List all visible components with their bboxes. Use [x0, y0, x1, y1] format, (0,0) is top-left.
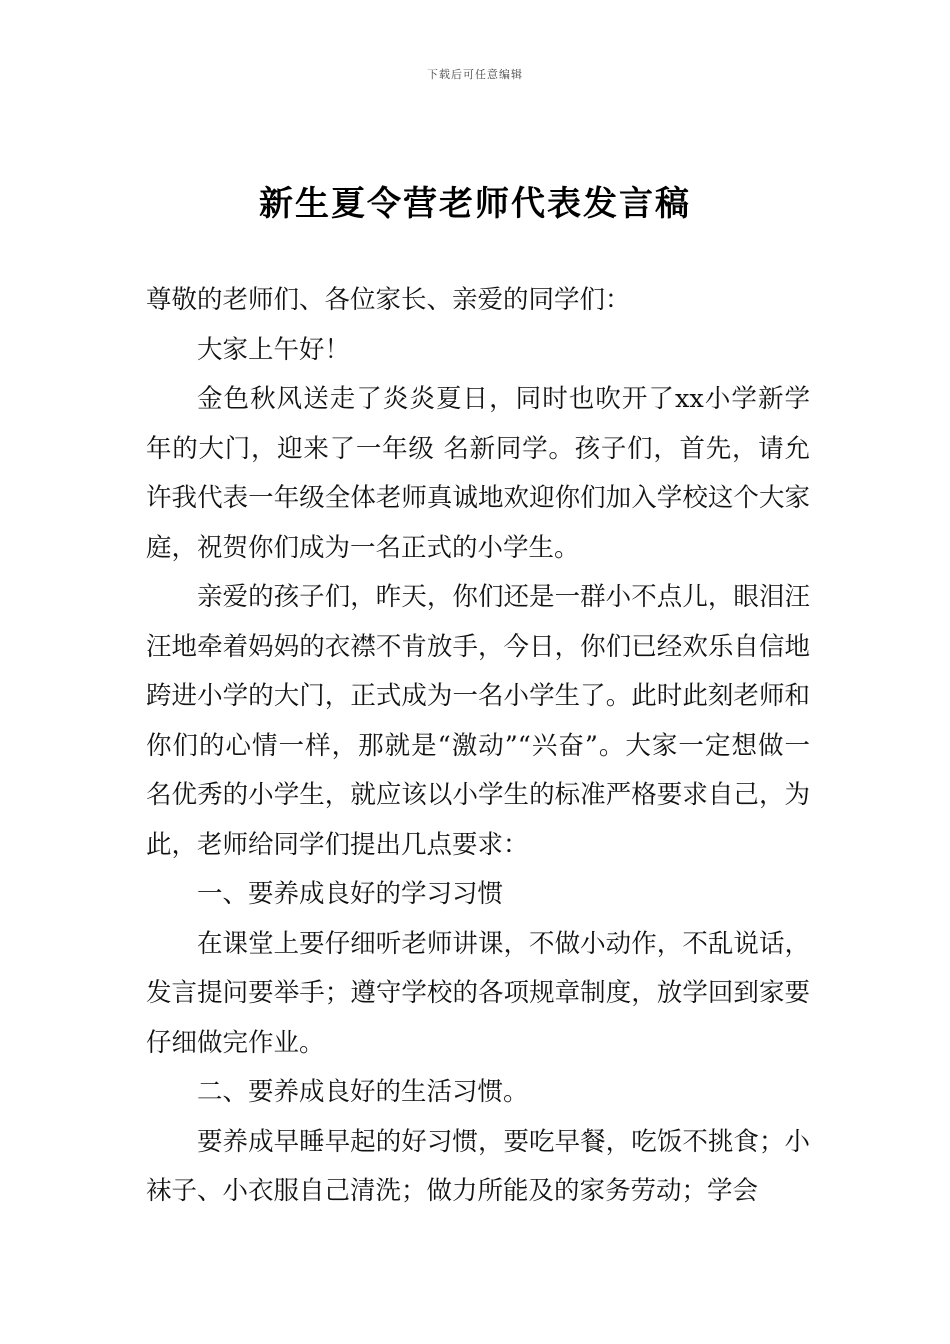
paragraph-greeting: 大家上午好！	[197, 334, 351, 365]
document-body	[146, 276, 810, 1217]
paragraph-welcome: 金色秋风送走了炎炎夏日，同时也吹开了xx小学新学年的大门，迎来了一年级 名新同学。孩子们，首先，请允许我代表一年级全体老师真诚地欢迎你们加入学校这个大家庭，祝贺你们成为一名正式的小学生。	[146, 384, 810, 563]
salutation: 尊敬的老师们、各位家长、亲爱的同学们：	[146, 285, 631, 315]
paragraph-life-habits: 要养成早睡早起的好习惯，要吃早餐，吃饭不挑食；小袜子、小衣服自己清洗；做力所能及的家务劳动；学会	[146, 1126, 810, 1206]
header-note: 下载后可任意编辑	[427, 68, 523, 81]
paragraph-study-habits: 在课堂上要仔细听老师讲课，不做小动作，不乱说话，发言提问要举手；遵守学校的各项规章制度，放学回到家要仔细做完作业。	[146, 928, 810, 1058]
section-heading-study-habits: 一、要养成良好的学习习惯	[197, 879, 504, 909]
section-heading-life-habits: 二、要养成良好的生活习惯。	[197, 1077, 529, 1107]
document-title: 新生夏令营老师代表发言稿	[259, 184, 691, 224]
paragraph-expectations: 亲爱的孩子们，昨天，你们还是一群小不点儿，眼泪汪汪地牵着妈妈的衣襟不肯放手，今日，你们已经欢乐自信地跨进小学的大门，正式成为一名小学生了。此时此刻老师和你们的心情一样，那就是“激动”“兴奋”。大家一定想做一名优秀的小学生，就应该以小学生的标准严格要求自己，为此，老师给同学们提出几点要求：	[146, 582, 810, 860]
